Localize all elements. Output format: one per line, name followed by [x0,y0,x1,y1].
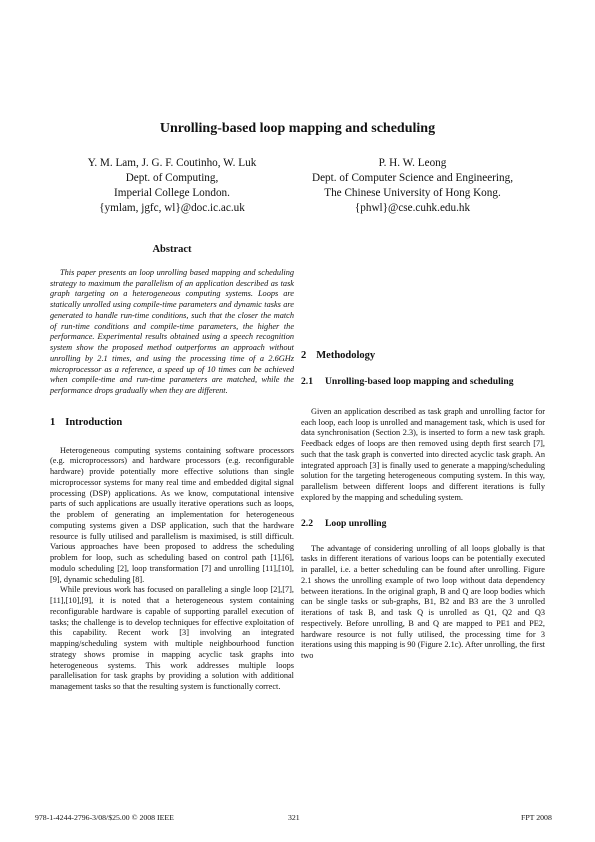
subsection-number: 2.2 [301,517,313,529]
author-dept: Dept. of Computer Science and Engineering, [311,172,513,184]
abstract [50,245,294,397]
section-number: 2 [301,350,307,361]
intro-continuation-space [301,248,545,340]
author-dept: Dept. of Computing, [125,172,219,184]
section-number: 1 [50,416,56,428]
abstract-text: This paper presents an loop unrolling based mapping and scheduling strategy to maximum the parallelism of an application described as task graph targeting on a heterogeneous computing systems. Loops are statically unrolled using compile-time parameters and dynamic tasks are generated to handle run-time conditions, such that the closer the match of run-time conditions and compile-time parameters, the higher the performance. Experimental results obtained using a speech recognition system show the proposed method outperforms an approach without unrolling by 2.1 times, and using the processing time of a 2.6GHz microprocessor as a reference, a speed up of 10 times can be achieved when compile-time and run-time parameters are matched, while the performance drops gradually when they are different. [50,267,294,395]
section-heading-methodology [301,351,545,362]
author-block-1 [50,156,294,216]
subsection-2-2-paragraph: The advantage of considering unrolling of all loops globally is that tasks in different iterations of various loops can be potentially executed in parallel, i.e. a better scheduling can be found after unrolling. Figure 2.1 shows the unrolling example of two loop without data dependency between iterations. In the original graph, B and Q are loop bodies which can be single tasks or sub-graphs, B1, B2 and B3 are the 3 unrolled iterations of task B, and task Q is unrolled as Q1, Q2 and Q3 respectively. Before unrolling, B and Q are mapped to PE1 and PE2, hardware resource is not fully utilised, the processing time for 3 iterations using this mapping is 90 (Figure 2.1c). After unrolling, the first two [301,543,545,660]
author-names: Y. M. Lam, J. G. F. Coutinho, W. Luk [87,157,257,169]
intro-paragraph-2: While previous work has focused on paralleling a single loop [2],[7],[11],[10],[9], it is noted that a heterogeneous system containing reconfigurable hardware is capable of supporting parallel execution of tasks; the challenge is to develop techniques for effective exploitation of this capability. Recent work [3] involving an integrated mapping/scheduling system with multiple neighbourhood function strategy shows promise in mapping acyclic task graphs into heterogeneous systems. This work addresses multiple loops parallelisation for task graphs by providing a solution with additional management tasks so that the resulting system is functionally correct. [50,585,294,691]
author-institution: The Chinese University of Hong Kong. [324,187,501,199]
subsection-2-1-paragraph: Given an application described as task graph and unrolling factor for each loop, each loop is unrolled and management task, which is used for data synchronisation (Section 2.3), is inserted to form a new task graph. Feedback edges of loops are then removed using depth first search [7], such that the task graph is converted into directed acyclic task graph. An integrated approach [3] is finally used to generate a mapping/scheduling solution for the targeting heterogeneous computing system. In this way, parallelism between different loops and different iterations is fully explored by the mapping and scheduling system. [301,406,545,502]
section-heading-introduction [50,418,294,429]
right-column [301,248,545,662]
subsection-number: 2.1 [301,375,313,387]
subsection-heading-2-1 [301,376,545,388]
footer-page-number: 321 [288,813,300,822]
intro-paragraph-1: Heterogeneous computing systems containing software processors (e.g. microprocessors) and hardware processors (e.g. reconfigurable hardware) provide potentially more effective solutions than single microprocessor systems for many real time and embedded digital signal processing (DSP) applications. As we know, computational intensive parts of such applications are usually iterative operations such as loops, the problem of generating an implementation for heterogeneous computing systems given a DSP application, such that the hardware resource is fully utilised and parallelism is maximised, is still difficult. Various approaches have been proposed to address the scheduling problem for loop, such as scheduling based on control path [1],[6], modulo scheduling [2], loop transformation [7] and unrolling [11],[10],[9], dynamic scheduling [8]. [50,445,294,584]
author-block-2 [280,156,545,216]
subsection-title: Unrolling-based loop mapping and scheduling [325,375,514,387]
footer-isbn: 978-1-4244-2796-3/08/$25.00 © 2008 IEEE [35,813,174,822]
footer-conference: FPT 2008 [521,813,552,822]
left-column [50,245,294,693]
subsection-title: Loop unrolling [325,517,387,529]
section-title: Introduction [65,416,123,428]
author-names: P. H. W. Leong [378,157,447,169]
paper-title: Unrolling-based loop mapping and scheduling [159,121,436,136]
abstract-heading: Abstract [152,244,192,255]
author-email: {phwl}@cse.cuhk.edu.hk [354,202,471,214]
author-email: {ymlam, jgfc, wl}@doc.ic.ac.uk [99,202,245,214]
author-institution: Imperial College London. [114,187,230,199]
section-title: Methodology [316,350,376,361]
subsection-heading-2-2 [301,518,545,530]
